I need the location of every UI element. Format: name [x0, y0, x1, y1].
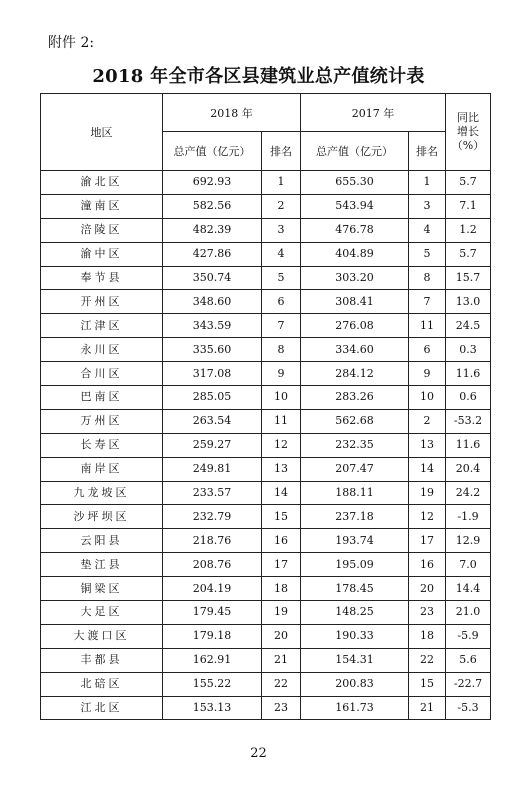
- cell-region: 铜梁区: [41, 577, 163, 601]
- header-year-2018: 2018 年: [163, 94, 301, 132]
- cell-rank-2017: 18: [409, 624, 446, 648]
- header-year-2017: 2017 年: [301, 94, 446, 132]
- cell-output-2017: 562.68: [301, 409, 409, 433]
- cell-output-2017: 404.89: [301, 242, 409, 266]
- cell-growth: -5.9: [446, 624, 491, 648]
- table-row: [41, 362, 491, 386]
- header-growth: [446, 94, 491, 171]
- cell-rank-2018: 17: [262, 553, 301, 577]
- cell-rank-2018: 18: [262, 577, 301, 601]
- table-row: [41, 601, 491, 625]
- cell-region: 合川区: [41, 362, 163, 386]
- cell-growth: 5.7: [446, 242, 491, 266]
- table-row: [41, 242, 491, 266]
- cell-rank-2017: 22: [409, 648, 446, 672]
- cell-output-2017: 308.41: [301, 290, 409, 314]
- cell-rank-2017: 10: [409, 386, 446, 410]
- cell-output-2018: 482.39: [163, 218, 262, 242]
- cell-output-2017: 195.09: [301, 553, 409, 577]
- cell-growth: 0.6: [446, 386, 491, 410]
- cell-rank-2017: 9: [409, 362, 446, 386]
- cell-rank-2017: 20: [409, 577, 446, 601]
- cell-output-2017: 276.08: [301, 314, 409, 338]
- cell-region: 九龙坡区: [41, 481, 163, 505]
- cell-region: 永川区: [41, 338, 163, 362]
- cell-rank-2017: 14: [409, 457, 446, 481]
- cell-rank-2018: 12: [262, 433, 301, 457]
- cell-output-2017: 161.73: [301, 696, 409, 720]
- table-row: [41, 481, 491, 505]
- table-row: [41, 553, 491, 577]
- cell-rank-2018: 9: [262, 362, 301, 386]
- cell-growth: 20.4: [446, 457, 491, 481]
- cell-growth: 11.6: [446, 362, 491, 386]
- cell-region: 万州区: [41, 409, 163, 433]
- annex-label: 附件 2:: [48, 35, 95, 51]
- table-header-row: [41, 94, 491, 132]
- cell-growth: 5.6: [446, 648, 491, 672]
- cell-rank-2018: 3: [262, 218, 301, 242]
- cell-output-2018: 162.91: [163, 648, 262, 672]
- cell-output-2018: 153.13: [163, 696, 262, 720]
- cell-rank-2017: 11: [409, 314, 446, 338]
- table-row: [41, 338, 491, 362]
- table-row: [41, 194, 491, 218]
- cell-rank-2018: 10: [262, 386, 301, 410]
- page-number: 22: [250, 746, 267, 761]
- cell-region: 江北区: [41, 696, 163, 720]
- cell-output-2018: 692.93: [163, 171, 262, 195]
- cell-growth: 24.2: [446, 481, 491, 505]
- cell-region: 渝中区: [41, 242, 163, 266]
- cell-output-2017: 154.31: [301, 648, 409, 672]
- cell-rank-2018: 14: [262, 481, 301, 505]
- cell-output-2018: 218.76: [163, 529, 262, 553]
- cell-rank-2018: 7: [262, 314, 301, 338]
- cell-growth: 7.0: [446, 553, 491, 577]
- statistics-table: [40, 93, 491, 720]
- cell-output-2017: 148.25: [301, 601, 409, 625]
- cell-output-2018: 204.19: [163, 577, 262, 601]
- cell-rank-2017: 15: [409, 672, 446, 696]
- cell-rank-2017: 17: [409, 529, 446, 553]
- cell-output-2018: 208.76: [163, 553, 262, 577]
- cell-rank-2017: 16: [409, 553, 446, 577]
- cell-growth: -22.7: [446, 672, 491, 696]
- table-row: [41, 218, 491, 242]
- cell-output-2018: 259.27: [163, 433, 262, 457]
- cell-growth: 1.2: [446, 218, 491, 242]
- table-row: [41, 672, 491, 696]
- cell-rank-2018: 23: [262, 696, 301, 720]
- cell-region: 开州区: [41, 290, 163, 314]
- cell-growth: 21.0: [446, 601, 491, 625]
- cell-growth: 11.6: [446, 433, 491, 457]
- cell-rank-2018: 21: [262, 648, 301, 672]
- cell-rank-2017: 13: [409, 433, 446, 457]
- cell-region: 涪陵区: [41, 218, 163, 242]
- cell-region: 巴南区: [41, 386, 163, 410]
- cell-output-2018: 263.54: [163, 409, 262, 433]
- cell-growth: 0.3: [446, 338, 491, 362]
- cell-output-2017: 543.94: [301, 194, 409, 218]
- cell-output-2017: 190.33: [301, 624, 409, 648]
- cell-output-2018: 179.18: [163, 624, 262, 648]
- cell-output-2018: 317.08: [163, 362, 262, 386]
- cell-output-2017: 303.20: [301, 266, 409, 290]
- table-row: [41, 577, 491, 601]
- cell-output-2018: 582.56: [163, 194, 262, 218]
- table-row: [41, 290, 491, 314]
- cell-rank-2018: 16: [262, 529, 301, 553]
- table-row: [41, 409, 491, 433]
- cell-region: 江津区: [41, 314, 163, 338]
- cell-growth: 12.9: [446, 529, 491, 553]
- cell-output-2018: 285.05: [163, 386, 262, 410]
- cell-output-2018: 350.74: [163, 266, 262, 290]
- cell-rank-2018: 6: [262, 290, 301, 314]
- cell-region: 丰都县: [41, 648, 163, 672]
- cell-output-2018: 335.60: [163, 338, 262, 362]
- cell-region: 沙坪坝区: [41, 505, 163, 529]
- cell-growth: 13.0: [446, 290, 491, 314]
- page-title: 2018 年全市各区县建筑业总产值统计表: [92, 66, 425, 87]
- cell-growth: -5.3: [446, 696, 491, 720]
- cell-output-2017: 232.35: [301, 433, 409, 457]
- cell-region: 南岸区: [41, 457, 163, 481]
- cell-rank-2017: 21: [409, 696, 446, 720]
- table-row: [41, 648, 491, 672]
- table-row: [41, 171, 491, 195]
- cell-output-2017: 334.60: [301, 338, 409, 362]
- cell-rank-2018: 20: [262, 624, 301, 648]
- cell-output-2018: 179.45: [163, 601, 262, 625]
- table-row: [41, 529, 491, 553]
- header-rank-2017: 排名: [409, 132, 446, 171]
- cell-output-2017: 207.47: [301, 457, 409, 481]
- cell-rank-2017: 23: [409, 601, 446, 625]
- cell-rank-2017: 1: [409, 171, 446, 195]
- table-row: [41, 624, 491, 648]
- cell-output-2018: 155.22: [163, 672, 262, 696]
- cell-rank-2018: 22: [262, 672, 301, 696]
- cell-output-2017: 200.83: [301, 672, 409, 696]
- cell-rank-2018: 4: [262, 242, 301, 266]
- cell-rank-2017: 8: [409, 266, 446, 290]
- header-output-2018: 总产值（亿元）: [163, 132, 262, 171]
- cell-region: 大足区: [41, 601, 163, 625]
- cell-output-2018: 348.60: [163, 290, 262, 314]
- cell-output-2018: 427.86: [163, 242, 262, 266]
- table-row: [41, 696, 491, 720]
- cell-region: 垫江县: [41, 553, 163, 577]
- cell-growth: 7.1: [446, 194, 491, 218]
- cell-rank-2018: 5: [262, 266, 301, 290]
- cell-rank-2018: 11: [262, 409, 301, 433]
- header-output-2017: 总产值（亿元）: [301, 132, 409, 171]
- cell-output-2017: 476.78: [301, 218, 409, 242]
- cell-output-2018: 249.81: [163, 457, 262, 481]
- header-rank-2018: 排名: [262, 132, 301, 171]
- table-row: [41, 314, 491, 338]
- cell-growth: 24.5: [446, 314, 491, 338]
- cell-output-2018: 343.59: [163, 314, 262, 338]
- cell-output-2017: 237.18: [301, 505, 409, 529]
- cell-rank-2017: 7: [409, 290, 446, 314]
- cell-rank-2018: 2: [262, 194, 301, 218]
- cell-rank-2017: 5: [409, 242, 446, 266]
- cell-output-2017: 284.12: [301, 362, 409, 386]
- cell-rank-2018: 1: [262, 171, 301, 195]
- cell-rank-2018: 15: [262, 505, 301, 529]
- cell-rank-2018: 19: [262, 601, 301, 625]
- cell-output-2017: 193.74: [301, 529, 409, 553]
- cell-region: 北碚区: [41, 672, 163, 696]
- header-region: 地区: [41, 94, 163, 171]
- cell-region: 云阳县: [41, 529, 163, 553]
- table-row: [41, 386, 491, 410]
- cell-region: 长寿区: [41, 433, 163, 457]
- header-growth-text: 同比 增长 （%）: [451, 111, 485, 152]
- table-body: [41, 171, 491, 720]
- cell-output-2017: 178.45: [301, 577, 409, 601]
- cell-growth: -1.9: [446, 505, 491, 529]
- cell-rank-2017: 6: [409, 338, 446, 362]
- table-row: [41, 433, 491, 457]
- cell-growth: -53.2: [446, 409, 491, 433]
- cell-output-2017: 188.11: [301, 481, 409, 505]
- cell-region: 大渡口区: [41, 624, 163, 648]
- cell-growth: 5.7: [446, 171, 491, 195]
- cell-output-2017: 655.30: [301, 171, 409, 195]
- cell-output-2017: 283.26: [301, 386, 409, 410]
- cell-region: 潼南区: [41, 194, 163, 218]
- cell-region: 渝北区: [41, 171, 163, 195]
- cell-rank-2017: 12: [409, 505, 446, 529]
- table-row: [41, 457, 491, 481]
- cell-rank-2017: 19: [409, 481, 446, 505]
- cell-rank-2018: 8: [262, 338, 301, 362]
- cell-output-2018: 232.79: [163, 505, 262, 529]
- cell-output-2018: 233.57: [163, 481, 262, 505]
- cell-rank-2017: 2: [409, 409, 446, 433]
- cell-rank-2018: 13: [262, 457, 301, 481]
- table-row: [41, 266, 491, 290]
- cell-rank-2017: 3: [409, 194, 446, 218]
- cell-region: 奉节县: [41, 266, 163, 290]
- cell-rank-2017: 4: [409, 218, 446, 242]
- cell-growth: 14.4: [446, 577, 491, 601]
- table-row: [41, 505, 491, 529]
- cell-growth: 15.7: [446, 266, 491, 290]
